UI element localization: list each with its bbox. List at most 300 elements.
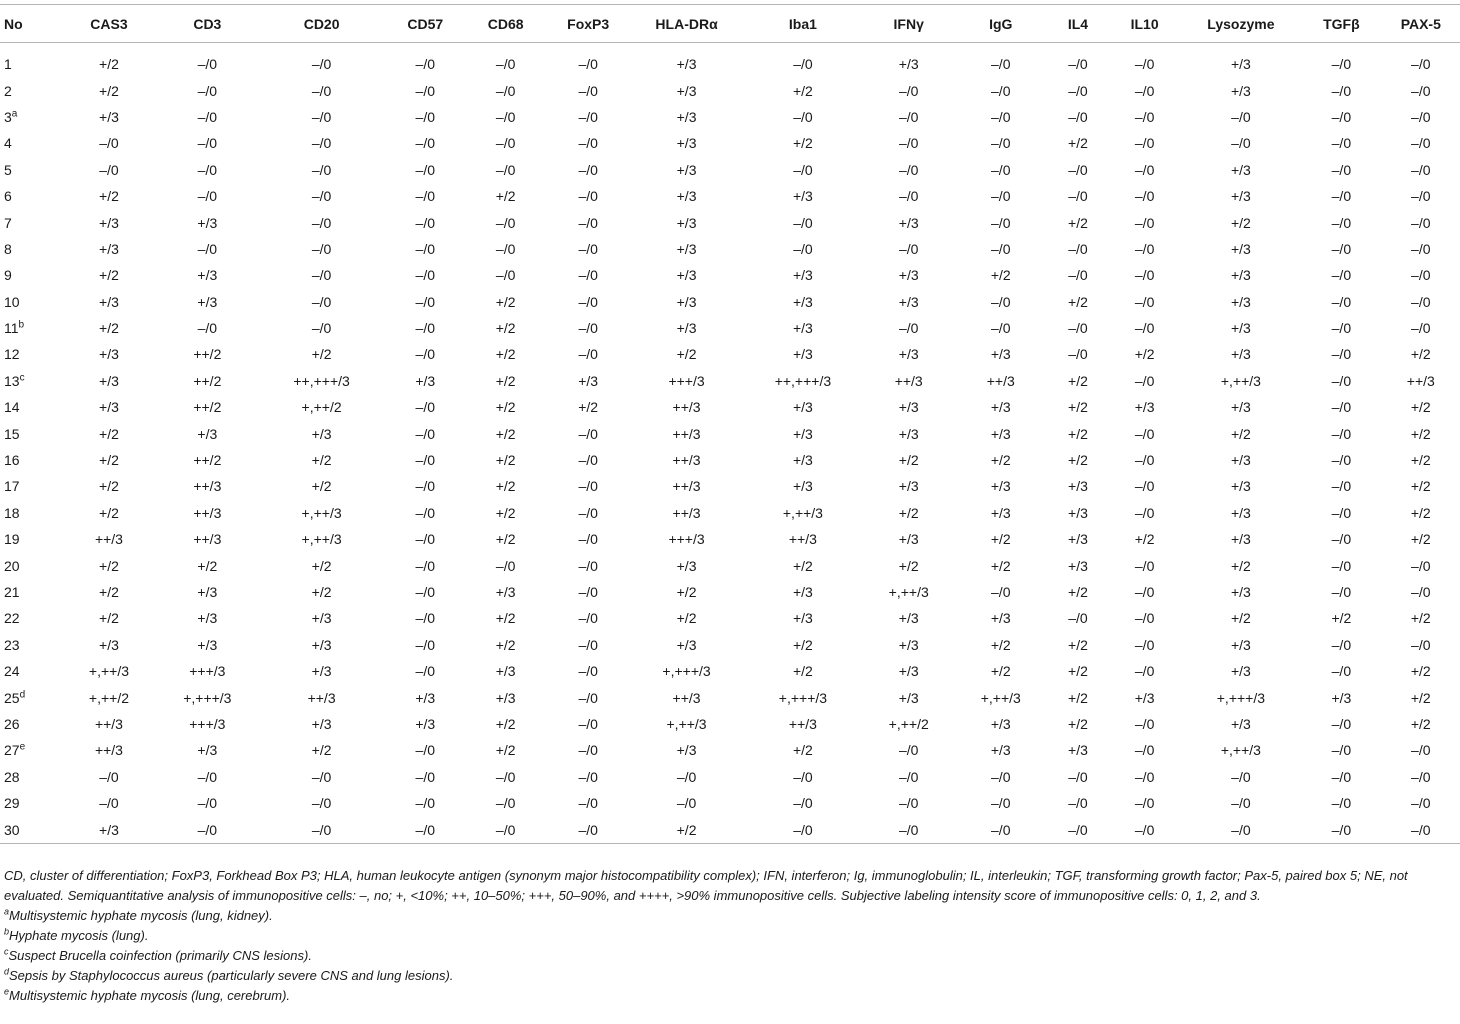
case-number-cell: [0, 315, 61, 341]
score-cell: –/0: [1382, 816, 1460, 843]
score-cell: –/0: [1068, 240, 1088, 257]
score-cell: –/0: [465, 816, 545, 843]
score-cell: –/0: [495, 82, 516, 99]
score-cell: –/0: [1331, 531, 1352, 548]
score-cell: ++/3: [193, 531, 222, 548]
score-cell: +/3: [311, 715, 332, 732]
score-cell: ++/3: [672, 478, 701, 495]
table-row: [0, 341, 1460, 367]
score-cell: +/3: [676, 56, 697, 73]
case-number-cell: [0, 341, 61, 367]
score-cell: –/0: [793, 56, 813, 73]
score-cell: –/0: [99, 161, 119, 178]
column-header: Iba1: [743, 5, 864, 43]
score-cell: +/3: [676, 214, 697, 231]
table-row: [0, 43, 1460, 78]
score-cell: –/0: [311, 135, 332, 152]
score-cell: +/2: [792, 135, 813, 152]
score-cell: +/2: [99, 452, 119, 469]
score-cell: –/0: [578, 504, 598, 521]
score-cell: –/0: [495, 795, 516, 812]
score-cell: +/2: [1410, 452, 1431, 469]
column-header: No: [0, 5, 61, 43]
score-cell: +/2: [99, 557, 119, 574]
score-cell: +/3: [99, 399, 119, 416]
score-cell: +/3: [1230, 636, 1251, 653]
column-header: CD3: [157, 5, 259, 43]
score-cell: –/0: [495, 267, 516, 284]
footnote-marker: c: [19, 372, 25, 384]
score-cell: +/2: [1068, 584, 1088, 600]
score-cell: +/3: [197, 293, 218, 310]
score-cell: +/3: [1230, 188, 1251, 205]
score-cell: +,+++/3: [662, 663, 711, 680]
case-number-cell: [0, 209, 61, 235]
score-cell: –/0: [495, 161, 516, 178]
score-cell: –/0: [1331, 320, 1352, 337]
score-cell: –/0: [1134, 636, 1155, 653]
footnote-text: Multisystemic hyphate mycosis (lung, cerebrum).: [9, 988, 291, 1003]
score-cell: +++/3: [668, 531, 705, 548]
table-row: [0, 368, 1460, 394]
score-cell: +/2: [792, 557, 813, 574]
column-header: CD20: [258, 5, 385, 43]
footnote-mark: b: [4, 926, 10, 937]
score-cell: –/0: [863, 816, 954, 843]
score-cell: +/3: [676, 320, 697, 337]
score-cell: –/0: [311, 267, 332, 284]
score-cell: –/0: [415, 584, 435, 600]
score-cell: +/3: [1230, 161, 1251, 178]
score-cell: +/3: [197, 610, 218, 627]
table-row: [0, 816, 1460, 843]
score-cell: +/2: [99, 320, 119, 337]
score-cell: ++/3: [94, 742, 123, 759]
score-cell: +/2: [99, 478, 119, 495]
score-cell: +,++/3: [666, 715, 707, 732]
score-cell: +/3: [676, 636, 697, 653]
score-cell: ++/3: [788, 531, 817, 548]
score-cell: –/0: [578, 108, 598, 125]
score-cell: +/3: [311, 425, 332, 442]
score-cell: +/3: [676, 293, 697, 310]
score-cell: +/3: [1230, 346, 1251, 363]
score-cell: +/3: [1068, 557, 1088, 574]
score-cell: +/2: [1410, 346, 1431, 363]
score-cell: +/2: [99, 610, 119, 627]
score-cell: –/0: [1411, 293, 1431, 310]
score-cell: +/3: [898, 610, 919, 627]
table-row: [0, 552, 1460, 578]
score-cell: +/3: [197, 214, 218, 231]
score-cell: –/0: [157, 816, 259, 843]
score-cell: –/0: [1331, 293, 1352, 310]
table-row: [0, 289, 1460, 315]
score-cell: –/0: [578, 531, 598, 548]
score-cell: –/0: [495, 214, 516, 231]
table-footnotes: [4, 866, 1454, 1006]
table-row: [0, 104, 1460, 130]
case-number-cell: [0, 579, 61, 605]
table-row: [0, 737, 1460, 763]
score-cell: +/2: [99, 267, 119, 284]
score-cell: +/3: [792, 188, 813, 205]
score-cell: +/2: [1068, 293, 1088, 310]
case-number-cell: [0, 711, 61, 737]
score-cell: +/2: [99, 82, 119, 99]
score-cell: –/0: [1331, 56, 1352, 73]
score-cell: –/0: [495, 557, 516, 574]
score-cell: +/2: [990, 663, 1011, 680]
score-cell: –/0: [415, 240, 435, 257]
score-cell: +/2: [495, 636, 516, 653]
score-cell: +++/3: [189, 663, 226, 680]
score-cell: –/0: [1068, 108, 1088, 125]
score-cell: –/0: [1134, 795, 1155, 812]
score-cell: +/2: [495, 425, 516, 442]
score-cell: +/2: [990, 452, 1011, 469]
score-cell: +/2: [495, 715, 516, 732]
score-cell: ++/3: [94, 715, 123, 732]
score-cell: –/0: [954, 816, 1047, 843]
score-cell: –/0: [1134, 135, 1155, 152]
score-cell: –/0: [546, 816, 631, 843]
score-cell: +/2: [495, 742, 516, 759]
case-number: 20: [4, 557, 20, 574]
score-cell: –/0: [311, 108, 332, 125]
score-cell: +/2: [1068, 663, 1088, 680]
score-cell: –/0: [1068, 56, 1088, 73]
case-number: 13: [4, 372, 20, 389]
score-cell: ++/3: [672, 399, 701, 416]
case-number: 27: [4, 742, 20, 759]
case-number-cell: [0, 262, 61, 288]
case-number: 12: [4, 346, 20, 363]
score-cell: –/0: [495, 768, 516, 785]
score-cell: –/0: [1068, 82, 1088, 99]
score-cell: –/0: [578, 82, 598, 99]
score-cell: +/3: [676, 82, 697, 99]
score-cell: +/2: [1410, 531, 1431, 548]
score-cell: –/0: [415, 135, 435, 152]
table-row: [0, 632, 1460, 658]
score-cell: –/0: [1411, 56, 1431, 73]
footnote: [4, 906, 1454, 926]
table-body: [0, 43, 1460, 844]
score-cell: –/0: [1331, 346, 1352, 363]
score-cell: –/0: [415, 188, 435, 205]
score-cell: –/0: [1181, 816, 1302, 843]
footnote: [4, 946, 1454, 966]
score-cell: +/3: [676, 267, 697, 284]
score-cell: +/3: [495, 584, 516, 600]
score-cell: +/2: [495, 399, 516, 416]
table-header-row: [0, 5, 1460, 43]
footnote-text: Suspect Brucella coinfection (primarily CNS lesions).: [8, 948, 312, 963]
score-cell: –/0: [1068, 267, 1088, 284]
score-cell: –/0: [415, 346, 435, 363]
case-number-cell: [0, 658, 61, 684]
column-header: PAX-5: [1382, 5, 1460, 43]
score-cell: –/0: [197, 56, 218, 73]
score-cell: –/0: [578, 689, 598, 706]
score-cell: +/2: [495, 293, 516, 310]
score-cell: +/3: [197, 742, 218, 759]
score-cell: –/0: [1134, 584, 1155, 600]
score-cell: +/3: [1230, 399, 1251, 416]
case-number: 15: [4, 425, 20, 442]
score-cell: +/3: [197, 425, 218, 442]
score-cell: +/3: [99, 372, 119, 389]
score-cell: –/0: [1134, 214, 1155, 231]
score-cell: –/0: [415, 320, 435, 337]
score-cell: –/0: [311, 82, 332, 99]
score-cell: ++/2: [193, 399, 222, 416]
score-cell: –/0: [1331, 161, 1352, 178]
column-header: IFNγ: [863, 5, 954, 43]
score-cell: +/3: [792, 399, 813, 416]
score-cell: ++/3: [672, 689, 701, 706]
score-cell: –/0: [991, 135, 1011, 152]
score-cell: –/0: [415, 82, 435, 99]
score-cell: +/2: [495, 346, 516, 363]
score-cell: –/0: [793, 768, 813, 785]
table-row: [0, 77, 1460, 103]
score-cell: –/0: [1047, 816, 1108, 843]
score-cell: –/0: [793, 108, 813, 125]
score-cell: +/3: [1068, 531, 1088, 548]
score-cell: –/0: [1331, 557, 1352, 574]
score-cell: +/3: [898, 478, 919, 495]
case-number-cell: [0, 552, 61, 578]
score-cell: +/3: [898, 346, 919, 363]
score-cell: +/3: [1230, 82, 1251, 99]
score-cell: +/3: [792, 452, 813, 469]
score-cell: –/0: [991, 214, 1011, 231]
score-cell: ++/3: [1406, 372, 1435, 389]
score-cell: –/0: [415, 663, 435, 680]
score-cell: +,++/3: [301, 504, 342, 521]
score-cell: –/0: [197, 320, 218, 337]
score-cell: –/0: [991, 584, 1011, 600]
case-number: 9: [4, 267, 12, 284]
score-cell: –/0: [578, 240, 598, 257]
score-cell: –/0: [1331, 267, 1352, 284]
score-cell: +,++/3: [301, 531, 342, 548]
score-cell: –/0: [197, 82, 218, 99]
score-cell: –/0: [311, 240, 332, 257]
score-cell: +/3: [311, 663, 332, 680]
score-cell: –/0: [1134, 715, 1155, 732]
score-cell: –/0: [793, 214, 813, 231]
score-cell: –/0: [991, 56, 1011, 73]
score-cell: –/0: [1068, 161, 1088, 178]
score-cell: –/0: [415, 452, 435, 469]
score-cell: –/0: [1134, 504, 1155, 521]
score-cell: +/3: [792, 267, 813, 284]
score-cell: –/0: [415, 161, 435, 178]
table-row: [0, 473, 1460, 499]
case-number-cell: [0, 473, 61, 499]
case-number-cell: [0, 605, 61, 631]
score-cell: –/0: [1411, 636, 1431, 653]
score-cell: ++/3: [307, 689, 336, 706]
case-number-cell: [0, 77, 61, 103]
score-cell: ++/3: [193, 478, 222, 495]
score-cell: +/2: [99, 584, 119, 600]
score-cell: –/0: [415, 56, 435, 73]
score-cell: +/3: [99, 240, 119, 257]
score-cell: +/2: [1068, 399, 1088, 416]
score-cell: –/0: [415, 636, 435, 653]
score-cell: +/2: [495, 320, 516, 337]
score-cell: –/0: [1231, 135, 1251, 152]
score-cell: –/0: [991, 795, 1011, 812]
score-cell: –/0: [1331, 663, 1352, 680]
score-cell: –/0: [311, 768, 332, 785]
score-cell: –/0: [1331, 478, 1352, 495]
score-cell: +/3: [990, 742, 1011, 759]
score-cell: +,++/3: [888, 584, 929, 600]
score-cell: –/0: [1068, 320, 1088, 337]
case-number-cell: [0, 420, 61, 446]
score-cell: –/0: [197, 768, 218, 785]
score-cell: –/0: [578, 610, 598, 627]
score-cell: –/0: [578, 56, 598, 73]
score-cell: +/3: [415, 372, 436, 389]
table-row: [0, 209, 1460, 235]
score-cell: +/3: [1230, 478, 1251, 495]
score-cell: –/0: [1134, 82, 1155, 99]
abbreviations-note: CD, cluster of differentiation; FoxP3, Forkhead Box P3; HLA, human leukocyte antigen (synonym major histocompatibility complex); IFN, interferon; Ig, immunoglobulin; IL, interleukin; TGF, transforming growth factor; Pax-5, paired box 5; NE, not evaluated. Semiquantitative analysis of immunopositive cells: –, no; +, <10%; ++, 10–50%; +++, 50–90%, and ++++, >90% immunopositive cells. Subjective labeling intensity score of immunopositive cells: 0, 1, 2, and 3.: [4, 868, 1408, 903]
score-cell: ++/3: [672, 425, 701, 442]
score-cell: +/2: [792, 663, 813, 680]
score-cell: –/0: [1068, 188, 1088, 205]
score-cell: +/2: [1068, 715, 1088, 732]
score-cell: +/3: [197, 584, 218, 600]
score-cell: –/0: [197, 188, 218, 205]
score-cell: ++/3: [672, 504, 701, 521]
score-cell: +/3: [61, 816, 156, 843]
table-row: [0, 658, 1460, 684]
column-header: HLA-DRα: [630, 5, 742, 43]
score-cell: +++/3: [189, 715, 226, 732]
score-cell: –/0: [991, 240, 1011, 257]
score-cell: –/0: [578, 135, 598, 152]
score-cell: –/0: [1331, 584, 1352, 600]
score-cell: –/0: [1134, 452, 1155, 469]
score-cell: +/2: [1068, 135, 1088, 152]
score-cell: +/3: [415, 715, 436, 732]
score-cell: –/0: [1134, 320, 1155, 337]
score-cell: +/3: [197, 636, 218, 653]
score-cell: +/3: [99, 108, 119, 125]
score-cell: –/0: [415, 795, 435, 812]
score-cell: +/2: [495, 452, 516, 469]
score-cell: ++/3: [94, 531, 123, 548]
score-cell: –/0: [991, 320, 1011, 337]
score-cell: –/0: [578, 267, 598, 284]
score-cell: –/0: [197, 135, 218, 152]
column-header: TGFβ: [1301, 5, 1381, 43]
score-cell: +/3: [898, 56, 919, 73]
score-cell: +/2: [990, 531, 1011, 548]
case-number: 10: [4, 293, 20, 310]
score-cell: –/0: [197, 795, 218, 812]
score-cell: –/0: [415, 425, 435, 442]
score-cell: –/0: [1068, 346, 1088, 363]
score-cell: +/2: [495, 188, 516, 205]
score-cell: +/2: [1068, 689, 1088, 706]
score-cell: –/0: [1411, 188, 1431, 205]
footnote: [4, 986, 1454, 1006]
score-cell: –/0: [1331, 135, 1352, 152]
score-cell: –/0: [197, 161, 218, 178]
score-cell: +/2: [990, 557, 1011, 574]
table-row: [0, 394, 1460, 420]
score-cell: –/0: [495, 240, 516, 257]
case-number: 2: [4, 82, 12, 99]
score-cell: +/3: [1331, 689, 1352, 706]
score-cell: –/0: [898, 742, 919, 759]
score-cell: –/0: [1134, 478, 1155, 495]
score-cell: +/3: [898, 214, 919, 231]
score-cell: –/0: [1411, 320, 1431, 337]
score-cell: –/0: [1331, 504, 1352, 521]
score-cell: –/0: [1411, 768, 1431, 785]
footnote-mark: d: [4, 966, 10, 977]
table-row: [0, 447, 1460, 473]
score-cell: +/3: [676, 557, 697, 574]
footnote-list: [4, 906, 1454, 1006]
score-cell: –/0: [311, 795, 332, 812]
footnote-marker: e: [19, 741, 26, 753]
score-cell: +/3: [990, 504, 1011, 521]
score-cell: –/0: [1331, 108, 1352, 125]
case-number: 30: [4, 821, 20, 838]
score-cell: +/3: [792, 584, 813, 600]
score-cell: +/2: [792, 82, 813, 99]
score-cell: –/0: [415, 504, 435, 521]
score-cell: –/0: [495, 135, 516, 152]
column-header: CD68: [465, 5, 545, 43]
case-number-cell: [0, 236, 61, 262]
score-cell: –/0: [898, 240, 919, 257]
score-cell: +/3: [792, 320, 813, 337]
case-number: 25: [4, 689, 20, 706]
score-cell: +/3: [1134, 689, 1155, 706]
score-cell: –/0: [1331, 636, 1352, 653]
score-cell: –/0: [578, 742, 598, 759]
score-cell: –/0: [1134, 108, 1155, 125]
score-cell: –/0: [495, 56, 516, 73]
case-number: 23: [4, 636, 20, 653]
footnote-mark: a: [4, 906, 10, 917]
score-cell: –/0: [578, 425, 598, 442]
case-number: 17: [4, 478, 20, 495]
case-number-cell: [0, 632, 61, 658]
score-cell: –/0: [578, 557, 598, 574]
score-cell: –/0: [1134, 188, 1155, 205]
score-cell: –/0: [676, 768, 697, 785]
case-number-cell: [0, 157, 61, 183]
score-cell: ++,+++/3: [293, 372, 350, 389]
table-row: [0, 500, 1460, 526]
score-cell: –/0: [991, 293, 1011, 310]
score-cell: +/3: [898, 636, 919, 653]
score-cell: +/2: [676, 346, 697, 363]
score-cell: –/0: [385, 816, 465, 843]
